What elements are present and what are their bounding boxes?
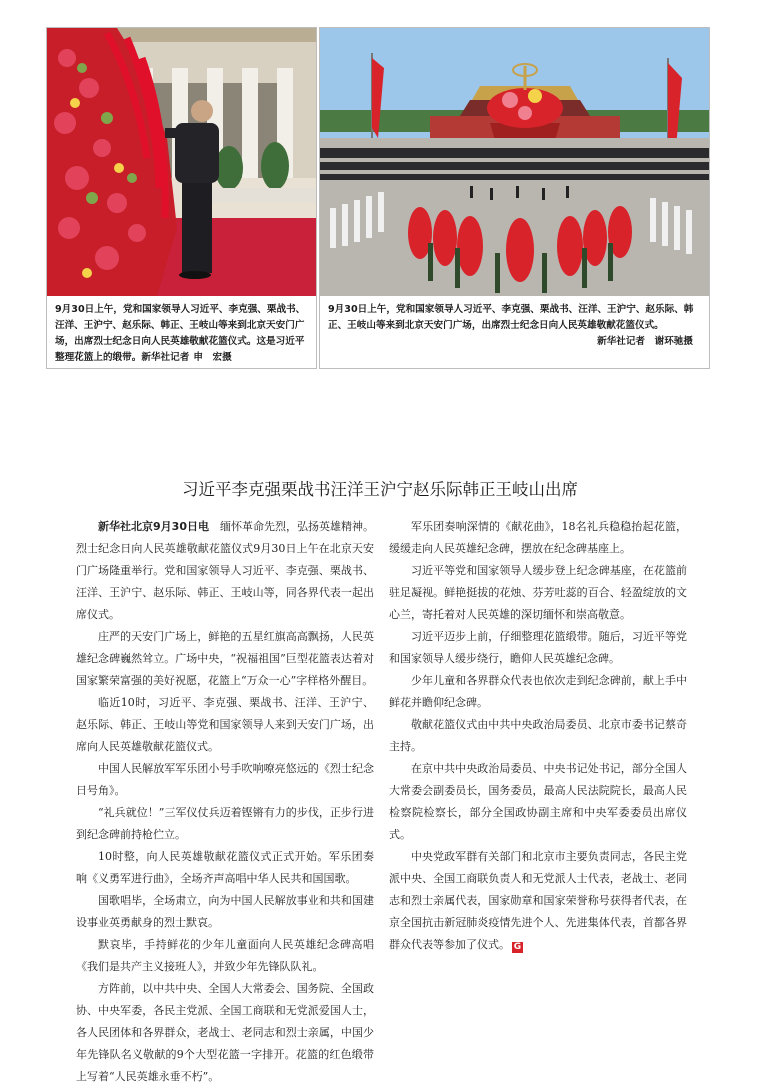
- article-paragraph-16: [389, 846, 687, 956]
- article-paragraph-15: 在京中共中央政治局委员、中央书记处书记，部分全国人大常委会副委员长，国务委员，最高人民法院院长，最高人民检察院检察长，部分全国政协副主席和中央军委委员出席仪式。: [389, 762, 687, 841]
- photo-left-panel: [46, 27, 317, 369]
- article-paragraph-6: 10时整，向人民英雄敬献花篮仪式正式开始。军乐团奏响《义勇军进行曲》，全场齐声高唱中华人民共和国国歌。: [76, 850, 374, 885]
- article-paragraph-12: 习近平迈步上前，仔细整理花篮缎带。随后，习近平等党和国家领导人缓步绕行，瞻仰人民英雄纪念碑。: [389, 630, 687, 665]
- end-mark-icon: G: [513, 942, 522, 952]
- photo-right-credit: 新华社记者 谢环驰摄: [597, 336, 693, 347]
- photo-right-panel: [319, 27, 710, 369]
- article-paragraph-8: 默哀毕，手持鲜花的少年儿童面向人民英雄纪念碑高唱《我们是共产主义接班人》，并致少年先锋队队礼。: [76, 938, 374, 973]
- photo-right-caption: [328, 302, 701, 350]
- article-column-left: [76, 516, 374, 1088]
- article-paragraph-4: 中国人民解放军军乐团小号手吹响嘹亮悠远的《烈士纪念日号角》。: [76, 762, 374, 797]
- photo-left-caption-text: 9月30日上午，党和国家领导人习近平、李克强、栗战书、汪洋、王沪宁、赵乐际、韩正、王岐山等来到北京天安门广场，出席烈士纪念日向人民英雄敬献花篮仪式。这是习近平整理花篮上的缎带。新华社记者: [55, 304, 306, 363]
- article-paragraph-13: 少年儿童和各界群众代表也依次走到纪念碑前，献上手中鲜花并瞻仰纪念碑。: [389, 674, 687, 709]
- article-column-right: [389, 516, 687, 956]
- article-paragraph-9: 方阵前，以中共中央、全国人大常委会、国务院、全国政协、中央军委，各民主党派、全国工商联和无党派爱国人士，各人民团体和各界群众，老战士、老同志和烈士亲属，中国少年先锋队名义敬献的9个大型花篮一字排开。花篮的红色缎带上写着“人民英雄永垂不朽”。: [76, 982, 374, 1083]
- article-paragraph-2: 庄严的天安门广场上，鲜艳的五星红旗高高飘扬，人民英雄纪念碑巍然耸立。广场中央，“祝福祖国”巨型花篮表达着对国家繁荣富强的美好祝愿，花篮上“万众一心”字样格外醒目。: [76, 630, 374, 687]
- article-paragraph-16-text: 中央党政军群有关部门和北京市主要负责同志，各民主党派中央、全国工商联负责人和无党派人士代表，老战士、老同志和烈士亲属代表，国家勋章和国家荣誉称号获得者代表，在京全国抗击新冠肺炎疫情先进个人、先进集体代表，首都各界群众代表等参加了仪式。: [389, 850, 687, 951]
- article-dateline: 新华社北京9月30日电: [98, 520, 209, 533]
- article-paragraph-5: “礼兵就位！”三军仪仗兵迈着铿锵有力的步伐，正步行进到纪念碑前持枪伫立。: [76, 806, 374, 841]
- photo-left-illustration: [47, 28, 316, 296]
- photo-leader-flower-basket: [47, 28, 316, 296]
- article-paragraph-1: [76, 516, 374, 626]
- photo-left-credit: 申 宏摄: [193, 352, 232, 363]
- article-paragraph-1-text: 缅怀革命先烈，弘扬英雄精神。烈士纪念日向人民英雄敬献花篮仪式9月30日上午在北京天安门广场隆重举行。党和国家领导人习近平、李克强、栗战书、汪洋、王沪宁、赵乐际、韩正、王岐山等，同各界代表一起出席仪式。: [76, 520, 375, 621]
- article-paragraph-10: 军乐团奏响深情的《献花曲》，18名礼兵稳稳抬起花篮，缓缓走向人民英雄纪念碑，摆放在纪念碑基座上。: [389, 520, 687, 555]
- photo-tiananmen-ceremony: [320, 28, 709, 296]
- photo-left-caption: [55, 302, 308, 366]
- article-paragraph-14: 敬献花篮仪式由中共中央政治局委员、北京市委书记蔡奇主持。: [389, 718, 687, 753]
- photo-right-caption-text: 9月30日上午，党和国家领导人习近平、李克强、栗战书、汪洋、王沪宁、赵乐际、韩正、王岐山等来到北京天安门广场，出席烈士纪念日向人民英雄敬献花篮仪式。: [328, 304, 694, 331]
- article-headline: 习近平李克强栗战书汪洋王沪宁赵乐际韩正王岐山出席: [182, 480, 578, 499]
- article-paragraph-7: 国歌唱毕，全场肃立，向为中国人民解放事业和共和国建设事业英勇献身的烈士默哀。: [76, 894, 374, 929]
- article-paragraph-11: 习近平等党和国家领导人缓步登上纪念碑基座，在花篮前驻足凝视。鲜艳挺拔的花烛、芬芳吐蕊的百合、轻盈绽放的文心兰，寄托着对人民英雄的深切缅怀和崇高敬意。: [389, 564, 687, 621]
- photo-right-illustration: [320, 28, 709, 296]
- article-paragraph-3: 临近10时，习近平、李克强、栗战书、汪洋、王沪宁、赵乐际、韩正、王岐山等党和国家领导人来到天安门广场，出席向人民英雄敬献花篮仪式。: [76, 696, 374, 753]
